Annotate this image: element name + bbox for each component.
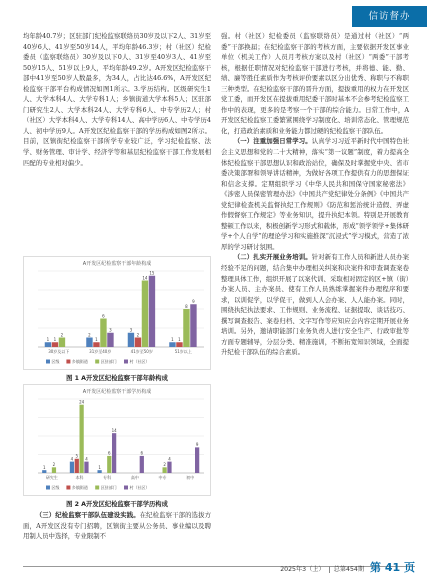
fig1-bar <box>93 342 99 347</box>
fig2-bar <box>140 456 144 473</box>
figure-1-svg <box>24 257 210 369</box>
fig1-tick-label: 30岁及以下 <box>48 349 70 354</box>
fig1-data-label: 1 <box>46 337 50 343</box>
fig1-legend-swatch <box>66 360 70 364</box>
fig2-legend-label: 乡镇街道 <box>71 485 88 490</box>
figure-2-chart <box>23 384 211 496</box>
fig2-data-label: 1 <box>98 464 101 470</box>
fig1-data-label: 3 <box>109 327 112 333</box>
fig1-data-label: 2 <box>88 332 91 338</box>
fig1-legend-label: 区级 <box>51 359 60 364</box>
fig1-bar <box>107 333 113 347</box>
fig2-bar <box>84 462 88 473</box>
left-paragraph-2 <box>23 510 211 542</box>
fig2-legend-swatch <box>46 486 50 490</box>
fig1-data-label: 1 <box>178 337 181 343</box>
fig1-data-label: 1 <box>171 337 174 343</box>
footer-issue-no: 总第454期 <box>333 566 365 573</box>
fig1-bar <box>100 319 106 348</box>
right-paragraph-3-text: 针对新有工作人员和新进人员办案经验不足的问题，结合集中办理相关纠案和决案件和审查调查案卷整理具体工作，组织开展了以案代训、采取相对固定的区+镇（街）办案人员、主办案员、使有工作人员熟练掌握案件办理程序和要求，以训促学，以学促干，做到人人会办案、人人能办案。同时，围绕执纪执法要求、工作规则、业务流程、证据提取、谈话技巧、撰写调查报告、案卷归档、文字写作等应知应会内容定期开展业务培训。另外，邀请职能部门业务负责人进行安全生产、行政审批等方面专题辅导，分层分类、精准施训，不断拓宽知识领域，全面提升纪检干部队伍的综合素质。 <box>221 253 410 357</box>
fig1-bar <box>149 276 155 347</box>
left-heading-2: （三）纪检监察干部队伍建设实践。 <box>35 511 140 519</box>
figure-2-chart-title: A开发区纪检监察干部学历构成 <box>82 389 152 395</box>
fig2-tick-label: 初中 <box>186 475 195 480</box>
figure-1-chart <box>23 256 211 370</box>
fig1-bar <box>169 342 175 347</box>
fig1-legend-swatch <box>46 360 50 364</box>
right-paragraph-2 <box>221 136 409 252</box>
fig1-bar <box>135 338 141 348</box>
fig2-data-label: 5 <box>75 453 79 459</box>
fig2-bar <box>163 467 167 473</box>
right-heading-3: （二）扎实开展业务培训。 <box>233 253 312 262</box>
fig2-bar <box>195 447 199 473</box>
right-column <box>221 31 409 358</box>
fig2-data-label: 2 <box>52 462 56 468</box>
figure-1-chart-title: A开发区纪检监察干部年龄构成 <box>82 261 152 267</box>
fig1-tick-label: 51岁以上 <box>174 349 192 354</box>
fig1-data-label: 2 <box>136 332 140 338</box>
fig2-tick-label: 中专 <box>158 475 167 480</box>
fig2-bar <box>70 462 74 473</box>
fig2-legend-swatch <box>95 486 99 490</box>
fig1-bar <box>45 342 51 347</box>
fig1-bar <box>183 309 189 347</box>
footer-issue: 2025年3（上） <box>280 566 325 573</box>
right-paragraph-2-text: 认真学习习近平新时代中国特色社会主义思想和党的二十大精神，落实“第一议题”制度，着力提高全体纪检监察干部思想认识和政治站位，确保及时掌握党中央、省市委决策部署和领导讲话精神，为做好各项工作提供有力的思想保证和信念支撑。定期组织学习《中华人民共和国保守国家秘密法》《涉密人员保密管理办法》《中国共产党纪律处分条例》《中国共产党纪律检查机关监督执纪工作规则》《防范和惩治统计造假、弄虚作假督察工作规定》等业务知识，提升执纪本领。特别是开展教育整顿工作以来，积极创新学习形式和载体，形成“领学领学+集体研学+个人自学”的理论学习和实施推深“沉浸式”学习模式，营造了浓厚的学习研讨氛围。 <box>221 137 410 251</box>
fig1-legend-label: 乡镇街道 <box>71 359 88 364</box>
fig1-legend-swatch <box>95 360 99 364</box>
fig2-data-label: 6 <box>140 450 144 456</box>
fig2-legend-label: 区驻部门 <box>100 485 117 490</box>
fig1-bar <box>52 342 58 347</box>
fig1-data-label: 15 <box>149 270 155 276</box>
fig2-data-label: 6 <box>108 450 111 456</box>
figure-2-caption: 图 2 A开发区纪检监察干部学历构成 <box>66 501 168 508</box>
footer-separator <box>329 566 330 573</box>
fig1-legend-label: 区驻部门 <box>100 359 117 364</box>
fig1-legend-label: 村（社区） <box>129 359 150 364</box>
fig2-data-label: 24 <box>79 399 85 405</box>
fig2-bar <box>112 433 116 473</box>
fig1-data-label: 9 <box>192 299 195 305</box>
left-paragraph-1: 均年龄40.7岁；区驻部门纪检监察联络员30岁及以下2人、31岁至40岁6人、41岁至50岁14人，平均年龄46.3岁；村（社区）纪检委员（监察联络员）30岁及以下0人、31岁至40岁3人、41岁至50岁15人、51岁以上9人，平均年龄49.2岁。A开发区纪检监察干部中41岁至50岁人数最多，为34人，占比达46.6%，A开发区纪检监察干部平台构成情况如图1所示。3.学历结构。区级研究生1人、大学本科4人、大学专科1人；乡镇街道大学本科5人；区驻部门研究生2人、大学本科24人、大学专科6人、中专学历2人；村（社区）大学本科4人、大学专科14人、高中学历6人、中专学历4人、初中学历9人。A开发区纪检监察干部的学历构成如图2所示。目前，区镇街纪检监察干部所学专业较广泛，学习纪检监察、法学、财务管理、审计学、经济学等和基层纪检监察干部工作发展相匹配的专业相对偏少。 <box>23 32 211 167</box>
fig1-bar <box>142 281 148 348</box>
left-column <box>23 31 211 168</box>
fig1-tick-label: 31岁至40岁 <box>89 349 112 354</box>
fig1-bar <box>190 304 196 347</box>
fig2-tick-label: 本科 <box>75 475 84 480</box>
fig1-data-label: 1 <box>95 337 98 343</box>
left-paragraph-2-text: 在纪检监察干部的选拔方面，A开发区没有专门招聘，区镇街主要从公务员、事业编以及聘用制人员中选择，专业限制不 <box>23 511 212 541</box>
fig2-legend-swatch <box>124 486 128 490</box>
right-heading-2: （一）注重加强日常学习。 <box>233 137 312 146</box>
page-footer <box>280 559 415 575</box>
fig2-tick-label: 研究生 <box>45 475 58 480</box>
fig2-tick-label: 专科 <box>103 475 112 480</box>
fig2-data-label: 4 <box>168 456 171 462</box>
fig2-bar <box>97 470 101 473</box>
fig1-bar <box>176 342 182 347</box>
right-paragraph-1: 强。村（社区）纪检委员（监察联络员）是通过村（社区）“两委”干部换届；在纪检监察干部的考核方面，主要依据开发区事业单位（机关工作）人员月考核方案以及村（社区）“两委”干部考核，根据任职情况对纪检监察干部进行考核，并将德、能、勤、绩、廉等胜任素质作为考核评价要素以区分出优秀、称职与不称职三种类型。在纪检监察干部的晋升方面，提拔重用的权力在开发区党工委，而开发区在提拔重用纪委干部时基本不会参考纪检监察工作中的表现，更多的是考察一个干部的综合能力。日常工作中，A开发区纪检监察工委繁紧围绕学习制度化、培训常态化、管理规范化，打造政治素质和业务能力都过硬的纪检监察干部队伍。 <box>221 32 409 135</box>
fig2-bar <box>107 456 111 473</box>
fig2-data-label: 2 <box>163 462 166 468</box>
page-number: 第 41 页 <box>370 561 415 574</box>
fig2-legend-label: 村（社区） <box>129 485 150 490</box>
fig2-data-label: 4 <box>70 456 74 462</box>
section-header: 信访督办 <box>352 6 427 27</box>
fig1-tick-label: 41岁至50岁 <box>130 349 153 354</box>
fig2-bar <box>42 470 46 473</box>
figure-1-caption: 图 1 A开发区纪检监察干部年龄构成 <box>66 375 168 382</box>
fig1-data-label: 3 <box>129 327 133 333</box>
fig2-data-label: 1 <box>42 464 46 470</box>
fig1-bar <box>59 338 65 348</box>
fig1-data-label: 6 <box>102 313 105 319</box>
fig1-data-label: 1 <box>53 337 57 343</box>
figure-2-svg <box>24 385 210 495</box>
fig1-data-label: 14 <box>142 275 148 281</box>
fig2-legend-swatch <box>66 486 70 490</box>
fig1-bar <box>128 333 134 347</box>
fig2-data-label: 9 <box>195 442 199 448</box>
fig1-legend-swatch <box>124 360 128 364</box>
fig1-data-label: 8 <box>185 303 188 309</box>
fig2-data-label: 4 <box>85 456 88 462</box>
fig1-bar <box>86 338 92 348</box>
right-paragraph-3 <box>221 252 409 357</box>
fig2-bar <box>52 467 56 473</box>
fig2-bar <box>75 459 79 473</box>
left-column-bottom <box>23 510 211 542</box>
fig2-bar <box>167 462 171 473</box>
fig2-legend-label: 区级 <box>51 485 60 490</box>
fig2-tick-label: 高中 <box>130 475 139 480</box>
fig1-data-label: 2 <box>60 332 64 338</box>
fig2-data-label: 14 <box>111 427 117 433</box>
fig2-bar <box>80 405 84 473</box>
